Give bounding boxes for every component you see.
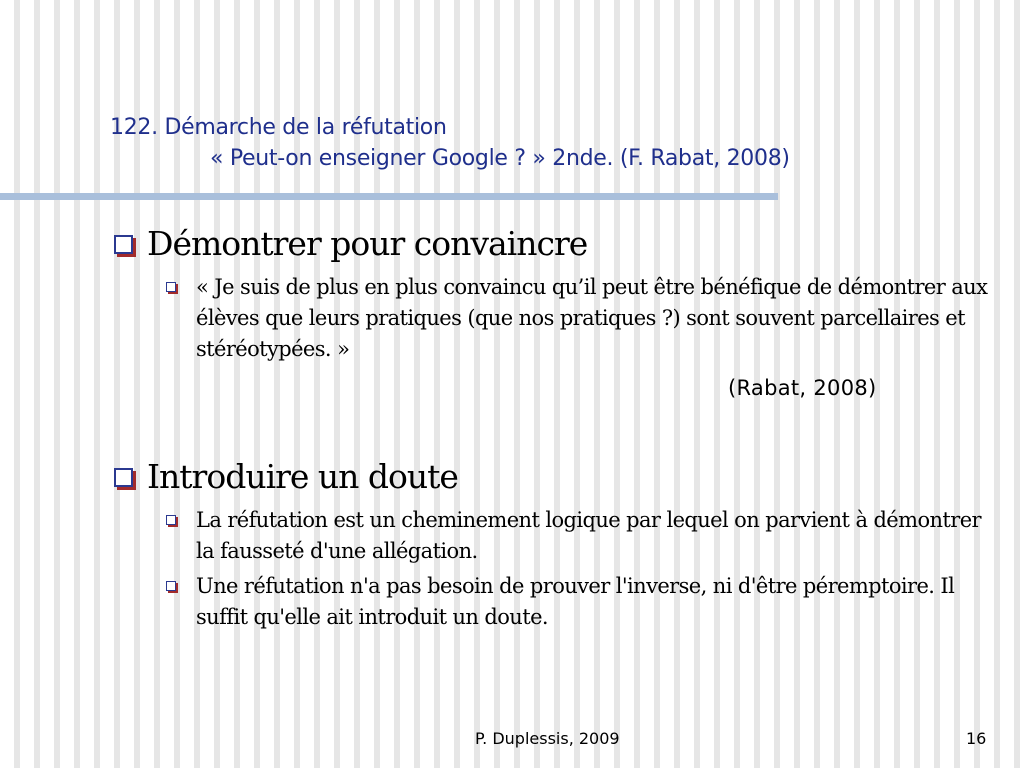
list-item <box>166 505 992 567</box>
section-demontrer <box>112 222 992 369</box>
checkbox-bullet-icon <box>166 515 176 525</box>
checkbox-bullet-icon <box>166 581 176 591</box>
page-number: 16 <box>966 729 987 748</box>
checkbox-bullet-icon <box>114 235 133 254</box>
slide-title-line-2: « Peut-on enseigner Google ? » 2nde. (F. Rabat, 2008) <box>210 146 790 171</box>
footer-author: P. Duplessis, 2009 <box>475 729 620 748</box>
citation: (Rabat, 2008) <box>728 376 877 400</box>
section-heading-text: Introduire un doute <box>147 457 458 496</box>
list-item-text: La réfutation est un cheminement logique par lequel on parvient à démontrer la fausseté d'une allégation. <box>196 508 981 563</box>
slide-title <box>110 112 790 174</box>
section-heading-text: Démontrer pour convaincre <box>147 224 588 263</box>
slide-title-line-1: 122. Démarche de la réfutation <box>110 115 447 140</box>
section-heading <box>112 222 992 266</box>
bullet-list <box>112 272 992 365</box>
checkbox-bullet-icon <box>166 282 176 292</box>
bullet-list <box>112 505 992 633</box>
section-introduire <box>112 455 992 637</box>
section-heading <box>112 455 992 499</box>
list-item-text: « Je suis de plus en plus convaincu qu’il peut être bénéfique de démontrer aux élèves que leurs pratiques (que nos pratiques ?) sont souvent parcellaires et stéréotypées. » <box>196 275 988 361</box>
list-item <box>166 272 992 365</box>
list-item <box>166 571 992 633</box>
checkbox-bullet-icon <box>114 468 133 487</box>
title-divider <box>0 193 778 200</box>
list-item-text: Une réfutation n'a pas besoin de prouver l'inverse, ni d'être péremptoire. Il suffit qu'elle ait introduit un doute. <box>196 574 955 629</box>
